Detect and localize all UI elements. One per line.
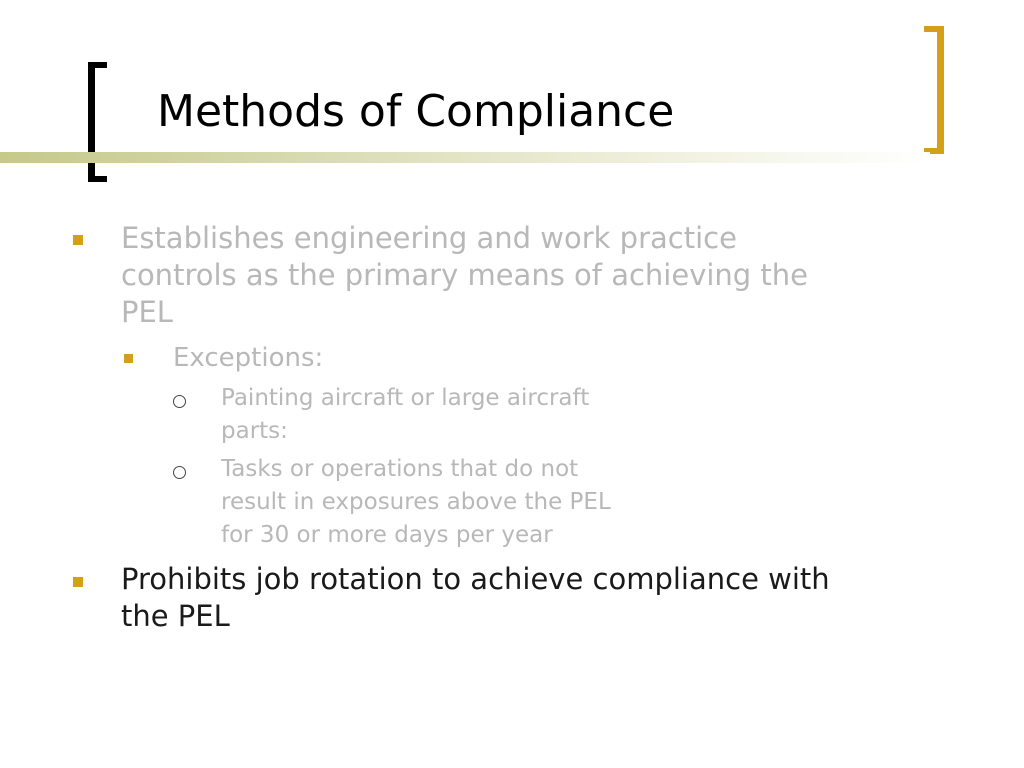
list-item-line: parts:: [221, 418, 288, 444]
list-item-line: Establishes engineering and work practice: [121, 221, 737, 255]
list-item-line: PEL: [121, 295, 173, 329]
sub-sub-list-item: [221, 453, 691, 552]
sub-list-item-label: Exceptions:: [173, 343, 324, 373]
list-item: [121, 220, 901, 331]
list-item-line: Painting aircraft or large aircraft: [221, 385, 590, 411]
sub-sub-list-item: [221, 382, 691, 448]
slide-title: Methods of Compliance: [157, 86, 675, 137]
list-item-line: Prohibits job rotation to achieve compliance with: [121, 562, 830, 596]
list-item: [121, 561, 901, 635]
list-item-line: Tasks or operations that do not: [221, 456, 579, 482]
sub-list-item: [173, 341, 773, 375]
bullet-circle-icon: [173, 466, 186, 479]
bullet-square-icon: [124, 354, 133, 363]
left-bracket-decoration: [88, 62, 107, 182]
bullet-circle-icon: [173, 395, 186, 408]
bullet-square-icon: [73, 235, 83, 245]
right-bracket-decoration: [924, 26, 944, 154]
title-underline-bar: [0, 152, 930, 163]
list-item-line: for 30 or more days per year: [221, 522, 553, 548]
bullet-square-icon: [73, 577, 83, 587]
list-item-line: the PEL: [121, 599, 230, 633]
list-item-line: controls as the primary means of achieving the: [121, 258, 809, 292]
list-item-line: result in exposures above the PEL: [221, 489, 611, 515]
